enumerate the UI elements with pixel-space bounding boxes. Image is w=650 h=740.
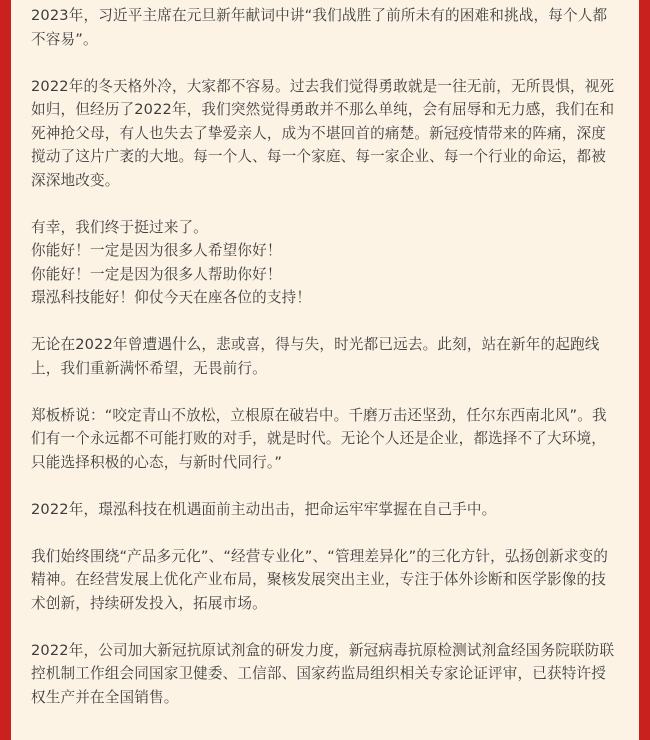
paragraph-text: 我们始终围绕“产品多元化”、“经营专业化”、“管理差异化”的三化方针，弘扬创新求变的精神。在经营发展上优化产业布局，聚核发展突出主业，专注于体外诊断和医学影像的技术创新，持续研发投入，拓展市场。 [31, 547, 609, 612]
paragraph-text: 2022年，公司加大新冠抗原试剂盒的研发力度，新冠病毒抗原检测试剂盒经国务院联防联控机制工作组会同国家卫健委、工信部、国家药监局组织相关专家论证评审，已获特许授权生产并在全国销售。 [31, 641, 615, 706]
article-body [11, 0, 639, 709]
paragraph-text: 无论在2022年曾遭遇什么，悲或喜，得与失，时光都已远去。此刻，站在新年的起跑线上，我们重新满怀希望，无畏前行。 [31, 336, 600, 377]
paragraph-new-start [31, 333, 617, 380]
paragraph-seize-opportunity [31, 498, 617, 522]
paragraph-text: 郑板桥说：“咬定青山不放松，立根原在破岩中。千磨万击还坚劲，任尔东西南北风”。我们有一个永远都不可能打败的对手，就是时代。无论个人还是企业，都选择不了大环境，只能选择积极的心态，与新时代同行。” [31, 406, 607, 471]
paragraph-winter-2022 [31, 75, 617, 193]
paragraph-line: 你能好！一定是因为很多人帮助你好！ [31, 265, 282, 283]
paragraph-text: 2022年的冬天格外冷，大家都不容易。过去我们觉得勇敢就是一往无前，无所畏惧，视死如归，但经历了2022年，我们突然觉得勇敢并不那么单纯，会有屈辱和无力感，我们在和死神抢父母，有人也失去了挚爱亲人，成为不堪回首的痛楚。新冠疫情带来的阵痛，深度搅动了这片广袤的大地。每一个人、每一个家庭、每一家企业、每一个行业的命运，都被深深地改变。 [31, 77, 615, 189]
paragraph-new-year-address [31, 4, 617, 51]
paragraph-line: 璟泓科技能好！仰仗今天在座各位的支持！ [31, 289, 312, 306]
paragraph-text: 2023年，习近平主席在元旦新年献词中讲“我们战胜了前所未有的困难和挑战，每个人都不容易”。 [31, 7, 608, 48]
paragraph-antigen-test-kit [31, 639, 617, 710]
paragraph-line: 有幸，我们终于挺过来了。 [31, 218, 208, 236]
paragraph-fortunate [31, 216, 617, 310]
paragraph-text: 2022年，璟泓科技在机遇面前主动出击，把命运牢牢掌握在自己手中。 [31, 500, 497, 518]
paragraph-zheng-banqiao-quote [31, 404, 617, 475]
paragraph-three-principles [31, 545, 617, 616]
paragraph-line: 你能好！一定是因为很多人希望你好！ [31, 242, 282, 259]
article-frame [11, 0, 639, 740]
